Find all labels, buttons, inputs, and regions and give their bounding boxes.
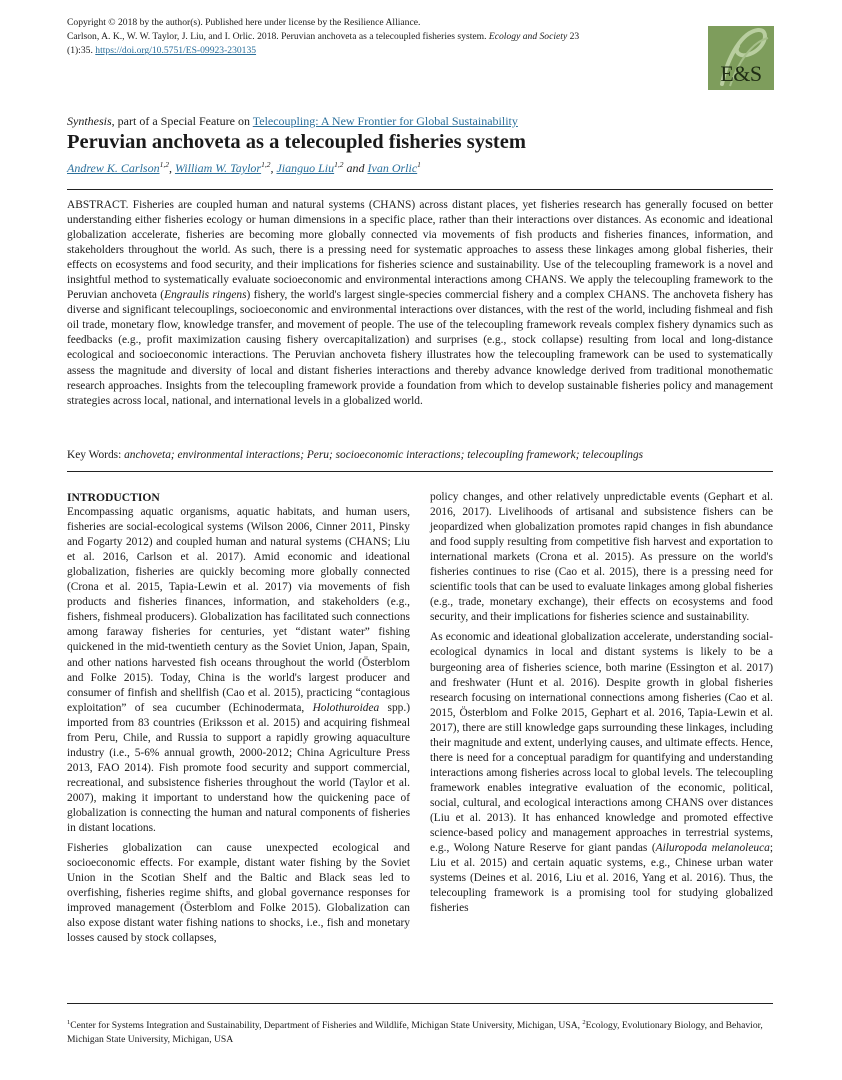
author-affiliation-mark: 1,2 (159, 160, 169, 169)
author-list (67, 160, 421, 176)
author-affiliation-mark: 1,2 (334, 160, 344, 169)
article-type-line (67, 114, 518, 129)
body-column-right (430, 490, 773, 921)
author-affiliation-mark: 1,2 (261, 160, 271, 169)
author-link[interactable]: Ivan Orlic (367, 161, 418, 175)
doi-link[interactable]: https://doi.org/10.5751/ES-09923-230135 (95, 45, 257, 57)
footnote-mark: 2 (582, 1019, 586, 1026)
journal-issue: (1):35. (67, 45, 93, 57)
footnote-affiliation-1: Center for Systems Integration and Sustainability, Department of Fisheries and Wildlife, Michigan State University, Michigan, USA, (70, 1020, 583, 1032)
citation-authors: Carlson, A. K., W. W. Taylor, J. Liu, and I. Orlic. 2018. Peruvian anchoveta as a telecoupled fisheries system. (67, 31, 487, 43)
abstract-species: Engraulis ringens (164, 289, 247, 302)
body-paragraph (67, 505, 410, 836)
journal-name: Ecology and Society (488, 31, 568, 43)
author-separator: and (343, 161, 368, 175)
species-name: Holothuroidea (312, 701, 380, 714)
special-feature-link[interactable]: Telecoupling: A New Frontier for Global Sustainability (252, 114, 518, 128)
paragraph-text: spp.) imported from 83 countries (Eriksson et al. 2015) and acquiring fishmeal from Peru, Chile, and Russia to support a rapidly growing aquaculture industry (i.e., 5-6% annual growth, 2000-2012; China Agriculture Press 2013, FAO 2014). Fish promote food security and support commercial, recreational, and subsistence fisheries throughout the world (Taylor et al. 2007), making it important to understand how the quickening pace of globalization is connecting the human and natural components of fisheries in distant locations. (67, 701, 410, 835)
abstract-text-1: Fisheries are coupled human and natural systems (CHANS) across distant places, yet fisheries research has generally focused on better understanding either fisheries ecology or human dimensions in a specific place, rather than their interactions over distances. As economic and ideational globalization accelerate, fisheries are becoming more globally connected via movements of fish products and fisheries finances, information, and stakeholders throughout the world. As such, there is a pressing need for systematic approaches to assess these linkages among global fisheries, their effects on ecosystems and food security, and their implications for fisheries science and sustainability. Use of the telecoupling framework is a novel and insightful method to systematically evaluate socioeconomic and environmental interactions among CHANS. We apply the telecoupling framework to the Peruvian anchoveta ( (67, 199, 773, 302)
author-affiliation-mark: 1 (417, 160, 421, 169)
abstract (67, 198, 773, 409)
section-heading-introduction: INTRODUCTION (67, 491, 160, 504)
article-type: Synthesis (67, 114, 112, 128)
keywords-label: Key Words: (67, 449, 122, 461)
journal-volume: 23 (569, 31, 580, 43)
species-name: Ailuropoda melanoleuca (655, 842, 770, 855)
author-separator: , (270, 161, 277, 175)
affiliation-footnote (67, 1016, 773, 1047)
keywords-list: anchoveta; environmental interactions; Peru; socioeconomic interactions; telecoupling framework; telecouplings (124, 449, 644, 461)
header-divider (67, 189, 773, 190)
article-type-connector: , part of a Special Feature on (111, 114, 253, 128)
author-link[interactable]: Andrew K. Carlson (67, 161, 160, 175)
page-title: Peruvian anchoveta as a telecoupled fisheries system (67, 131, 526, 153)
body-paragraph (430, 630, 773, 916)
author-separator: , (168, 161, 175, 175)
citation-header (67, 16, 707, 59)
body-paragraph: policy changes, and other relatively unpredictable events (Gephart et al. 2016, 2017). Livelihoods of artisanal and subsistence fishers can be jeopardized when globalization promotes rapid changes in fish abundance and food supply resulting from competitive fish harvest and exportation to international markets (Crona et al. 2015). As pressure on the world's fisheries continues to rise (Cao et al. 2015), there is a pressing need for scientific tools that can be used to evaluate linkages among global fisheries (e.g., trade, monetary exchange), their effects on ecosystems and food security, and their implications for fisheries science and sustainability. (430, 491, 773, 624)
paragraph-text: As economic and ideational globalization accelerate, understanding social-ecological dynamics in local and distant systems is likely to be a burgeoning area of fisheries science, both marine (Essington et al. 2017) and freshwater (Hunt et al. 2016). Despite growth in global fisheries research focusing on international connections among fisheries (Cao et al. 2015, Österblom and Folke 2015, Gephart et al. 2016, Tapia-Lewin et al. 2017), there are still knowledge gaps surrounding these linkages, including their magnitude and extent, underlying causes, and ultimate effects. Hence, there is need for a conceptual paradigm for quantifying and understanding interactions among fisheries across local to global levels. The telecoupling framework enables integrative evaluation of the economic, political, social, cultural, and ecological interactions among CHANS over distances (Liu et al. 2013). It has enhanced knowledge and promoted effective science-based policy and management approaches in terrestrial systems, e.g., Wolong Nature Reserve for giant pandas ( (430, 631, 773, 855)
author-link[interactable]: William W. Taylor (174, 161, 262, 175)
footnote-divider (67, 1003, 773, 1004)
abstract-label: ABSTRACT. (67, 199, 129, 211)
footnote-affiliation-2: Ecology, Evolutionary Biology, and Behavior, Michigan State University, Michigan, USA (67, 1020, 763, 1046)
es-logo[interactable] (708, 26, 774, 90)
abstract-divider (67, 471, 773, 472)
abstract-text-2: ) fishery, the world's largest single-species commercial fishery and a complex CHANS. The anchoveta fishery has diverse and significant telecouplings, socioeconomic and environmental interactions over distances, with the rest of the world, including fishmeal and fish oil trade, monetary flow, knowledge transfer, and movement of people. The use of the telecoupling framework reveals complex fishery dynamics such as feedbacks (e.g., profit maximization causing fishery overcapitalization) and surprises (e.g., stock collapse) resulting from local and long-distance ecological and socioeconomic interactions. The Peruvian anchoveta fishery illustrates how the telecoupling framework can be used to systematically assess the magnitude and diversity of local and distant fisheries interactions and thereby advance knowledge derived from traditional monothematic research approaches. Insights from the telecoupling framework provide a foundation from which to develop sustainable fisheries policy and management strategies across local, national, and international levels in a globalized world. (67, 289, 773, 407)
footnote-mark: 1 (67, 1019, 71, 1026)
paragraph-text: ; Liu et al. 2015) and certain aquatic systems, e.g., Chinese urban water systems (Deines et al. 2016, Liu et al. 2016, Yang et al. 2016). Thus, the telecoupling framework is a promising tool for studying globalized fisheries (430, 842, 773, 915)
keywords (67, 448, 773, 463)
body-column-left (67, 490, 410, 951)
author-link[interactable]: Jianguo Liu (276, 161, 335, 175)
logo-text: E&S (720, 61, 762, 86)
copyright-line: Copyright © 2018 by the author(s). Published here under license by the Resilience Alliance. (67, 17, 421, 28)
body-paragraph: Fisheries globalization can cause unexpected ecological and socioeconomic effects. For example, distant water fishing by the Soviet Union in the Scotian Shelf and the Baltic and Black seas led to overfishing, fisheries regime shifts, and global governance responses for improved management (Österblom and Folke 2015). Globalization can also expose distant water fishing nations to shocks, i.e., fish and monetary losses caused by stock collapses, (67, 842, 410, 945)
paragraph-text: Encompassing aquatic organisms, aquatic habitats, and human users, fisheries are social-ecological systems (Wilson 2006, Cinner 2011, Pinsky and Fogarty 2012) and coupled human and natural systems (CHANS; Liu et al. 2016, Carlson et al. 2017). Amid economic and ideational globalization, fisheries are quickly becoming more globally connected (Crona et al. 2015, Tapia-Lewin et al. 2017) via movements of fish products and fisheries finances, information, and stakeholders (e.g., fishers, fishmeal producers). Globalization has facilitated such connections among faraway fisheries for centuries, yet “distant water” fishing quickened in the mid-twentieth century as the Soviet Union, Japan, Spain, and other nations harvested fish oceans throughout the world (Österblom and Folke 2015). Today, China is the world's largest producer and consumer of finfish and shellfish (Cao et al. 2015), practicing “contagious exploitation” of sea cucumber (Echinodermata, (67, 506, 410, 714)
citation-line (67, 30, 707, 58)
